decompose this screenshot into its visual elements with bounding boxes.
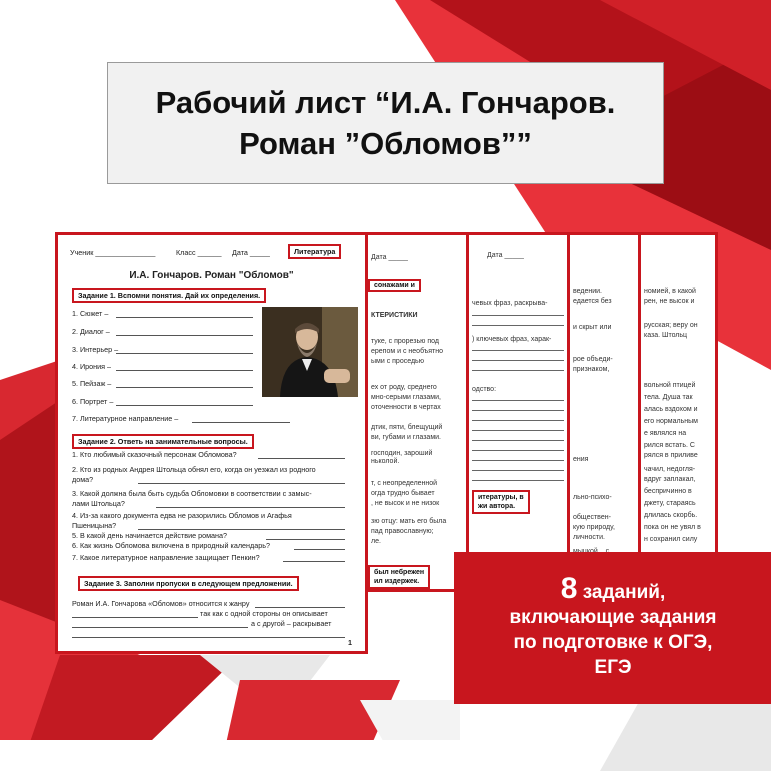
- sheet-text-line: обществен-: [573, 514, 611, 521]
- question-item: 5. В какой день начинается действие романа?: [72, 531, 228, 540]
- answer-line: [472, 400, 564, 401]
- sheet-text-line: ех от роду, среднего: [371, 384, 437, 391]
- sheet-text-line: русская; веру он: [644, 322, 698, 329]
- term-item: 2. Диалог –: [72, 327, 110, 336]
- answer-line: [472, 420, 564, 421]
- sheet-text-line: каза. Штольц: [644, 332, 688, 339]
- answer-line: [116, 317, 253, 318]
- page-3-task-box: итературы, в жи автора.: [472, 490, 530, 514]
- question-item: 3. Какой должна была быть судьба Обломовки в соответствии с замыс-: [72, 489, 312, 498]
- sheet-text-line: пока он не увял в: [644, 524, 701, 531]
- sheet-text-line: ле.: [371, 538, 381, 545]
- promo-line-1-text: заданий,: [577, 582, 666, 603]
- answer-line: [472, 450, 564, 451]
- question-item: Пшеницына?: [72, 521, 117, 530]
- sheet-text-line: его нормальным: [644, 418, 698, 425]
- answer-line: [472, 470, 564, 471]
- title-line-2: Роман ”Обломов””: [239, 126, 532, 161]
- sheet-text-line: тела. Душа так: [644, 394, 693, 401]
- sheet-text-line: ви, губами и глазами.: [371, 434, 441, 441]
- sheet-text-line: рился встать. С: [644, 442, 695, 449]
- sentence-line-2: так как с одной стороны он описывает: [200, 609, 328, 618]
- sheet-text-line: едается без: [573, 298, 612, 305]
- worksheet-page-1: [55, 232, 368, 654]
- question-item: 7. Какое литературное направление защищает Пенкин?: [72, 553, 260, 562]
- sheet-text-line: кую природу,: [573, 524, 615, 531]
- answer-line: [472, 350, 564, 351]
- task-1-box: Задание 1. Вспомни понятия. Дай их определения.: [72, 288, 266, 303]
- fill-line: [72, 617, 198, 618]
- sheet-text-line: чевых фраз, раскрыва-: [472, 300, 548, 307]
- sheet-text-line: огда трудно бывает: [371, 490, 435, 497]
- promo-banner: [454, 552, 771, 704]
- sheet-text-line: беспричинно в: [644, 488, 692, 495]
- page-2-date: Дата _____: [371, 254, 408, 261]
- answer-line: [472, 410, 564, 411]
- term-item: 6. Портрет –: [72, 397, 114, 406]
- sheet-text-line: длилась скорбь.: [644, 512, 698, 519]
- sheet-text-line: оточенности в чертах: [371, 404, 441, 411]
- sheet-text-line: е являлся на: [644, 430, 687, 437]
- sheet-text-line: , не высок и не низок: [371, 500, 440, 507]
- sheet-text-line: н сохранил силу: [644, 536, 698, 543]
- answer-line: [472, 440, 564, 441]
- page-2-heading: КТЕРИСТИКИ: [371, 312, 418, 319]
- title-line-1: Рабочий лист “И.А. Гончаров.: [155, 85, 616, 120]
- date-field: Дата _____: [232, 248, 270, 257]
- answer-line: [116, 405, 253, 406]
- term-item: 7. Литературное направление –: [72, 414, 179, 423]
- answer-line: [472, 315, 564, 316]
- fill-line: [72, 627, 248, 628]
- sentence-line-1: Роман И.А. Гончарова «Обломов» относится к жанру: [72, 599, 250, 608]
- answer-line: [156, 507, 345, 508]
- sheet-text-line: номией, в какой: [644, 288, 696, 295]
- sheet-text-line: льно-психо-: [573, 494, 612, 501]
- promo-line-1: [454, 572, 771, 605]
- question-item: 1. Кто любимый сказочный персонаж Обломова?: [72, 450, 237, 459]
- answer-line: [116, 335, 253, 336]
- answer-line: [472, 325, 564, 326]
- page-3-date: Дата _____: [487, 252, 524, 259]
- sheet-text-line: ) ключевых фраз, харак-: [472, 336, 552, 343]
- sheet-text-line: зю отцу: мать его была: [371, 518, 447, 525]
- answer-line: [258, 458, 345, 459]
- worksheet-page-4: [567, 232, 641, 578]
- sheet-text-line: чачил, недогля-: [644, 466, 696, 473]
- question-item: 6. Как жизнь Обломова включена в природный календарь?: [72, 541, 270, 550]
- sheet-text-line: ньколой.: [371, 458, 400, 465]
- answer-line: [116, 353, 253, 354]
- page-number: 1: [348, 638, 352, 647]
- sheet-text-line: рялся в приливе: [644, 452, 698, 459]
- task-3-box: Задание 3. Заполни пропуски в следующем предложении.: [78, 576, 299, 591]
- sheet-text-line: и скрыт или: [573, 324, 612, 331]
- answer-line: [138, 483, 345, 484]
- worksheet-page-2: [365, 232, 469, 592]
- class-field: Класс ______: [176, 248, 222, 257]
- sheet-text-line: рое объеди-: [573, 356, 613, 363]
- worksheet-page-3: [466, 232, 570, 578]
- answer-line: [116, 387, 253, 388]
- sheet-text-line: ения: [573, 456, 589, 463]
- sheet-text-line: личности.: [573, 534, 605, 541]
- task-2-box: Задание 2. Ответь на занимательные вопросы.: [72, 434, 254, 449]
- answer-line: [116, 370, 253, 371]
- sentence-line-3: а с другой – раскрывает: [251, 619, 332, 628]
- sheet-text-line: алась вздохом и: [644, 406, 698, 413]
- answer-line: [472, 430, 564, 431]
- student-field: Ученик _______________: [70, 248, 156, 257]
- sheet-text-line: т, с неопределенной: [371, 480, 438, 487]
- answer-line: [138, 529, 345, 530]
- promo-line-4: ЕГЭ: [594, 657, 632, 678]
- question-item: дома?: [72, 475, 94, 484]
- term-item: 4. Ирония –: [72, 362, 112, 371]
- sheet-text-line: рен, не высок и: [644, 298, 695, 305]
- worksheet-page-5: [638, 232, 718, 578]
- promo-number: 8: [560, 572, 578, 605]
- sheet-text-line: пад православную;: [371, 528, 434, 535]
- answer-line: [472, 460, 564, 461]
- sheet-text-line: одство:: [472, 386, 497, 393]
- sheet-text-line: мно-серыми глазами,: [371, 394, 441, 401]
- sheet-text-line: вольной птицей: [644, 382, 696, 389]
- sheet-text-line: ыми с проседью: [371, 358, 424, 365]
- title-banner: [107, 62, 664, 184]
- answer-line: [472, 360, 564, 361]
- term-item: 5. Пейзаж –: [72, 379, 112, 388]
- sheet-text-line: господин, зароший: [371, 450, 433, 457]
- page-2-task-box: сонажами и: [368, 279, 421, 292]
- question-item: лами Штольца?: [72, 499, 125, 508]
- fill-line: [255, 607, 345, 608]
- goncharov-portrait: [262, 307, 358, 397]
- fill-line: [72, 637, 345, 638]
- answer-line: [472, 480, 564, 481]
- question-item: 4. Из-за какого документа едва не разорились Обломов и Агафья: [72, 511, 292, 520]
- sheet-text-line: признаком,: [573, 366, 610, 373]
- promo-line-2: включающие задания: [509, 607, 717, 628]
- answer-line: [283, 561, 345, 562]
- sheet-text-line: ерепом и с необъятно: [371, 348, 443, 355]
- term-item: 1. Сюжет –: [72, 309, 109, 318]
- answer-line: [192, 422, 290, 423]
- question-item: 2. Кто из родных Андрея Штольца обнял его, когда он уезжал из родного: [72, 465, 316, 474]
- answer-line: [266, 539, 345, 540]
- sheet-text-line: дтик, пяти, блещущий: [371, 424, 443, 431]
- answer-line: [294, 549, 345, 550]
- sheet-text-line: вдруг заплакал,: [644, 476, 696, 483]
- promo-line-3: по подготовке к ОГЭ,: [513, 632, 713, 653]
- sheet-heading: И.А. Гончаров. Роман "Обломов": [129, 270, 294, 281]
- answer-line: [472, 370, 564, 371]
- sheet-text-line: ведении.: [573, 288, 602, 295]
- term-item: 3. Интерьер –: [72, 345, 119, 354]
- sheet-text-line: тукe, с прорезью под: [371, 338, 439, 345]
- subject-badge: Литература: [288, 244, 341, 259]
- page-2-task-box-2: был небрежен ил издержек.: [368, 565, 430, 589]
- sheet-text-line: джету, стараясь: [644, 500, 696, 507]
